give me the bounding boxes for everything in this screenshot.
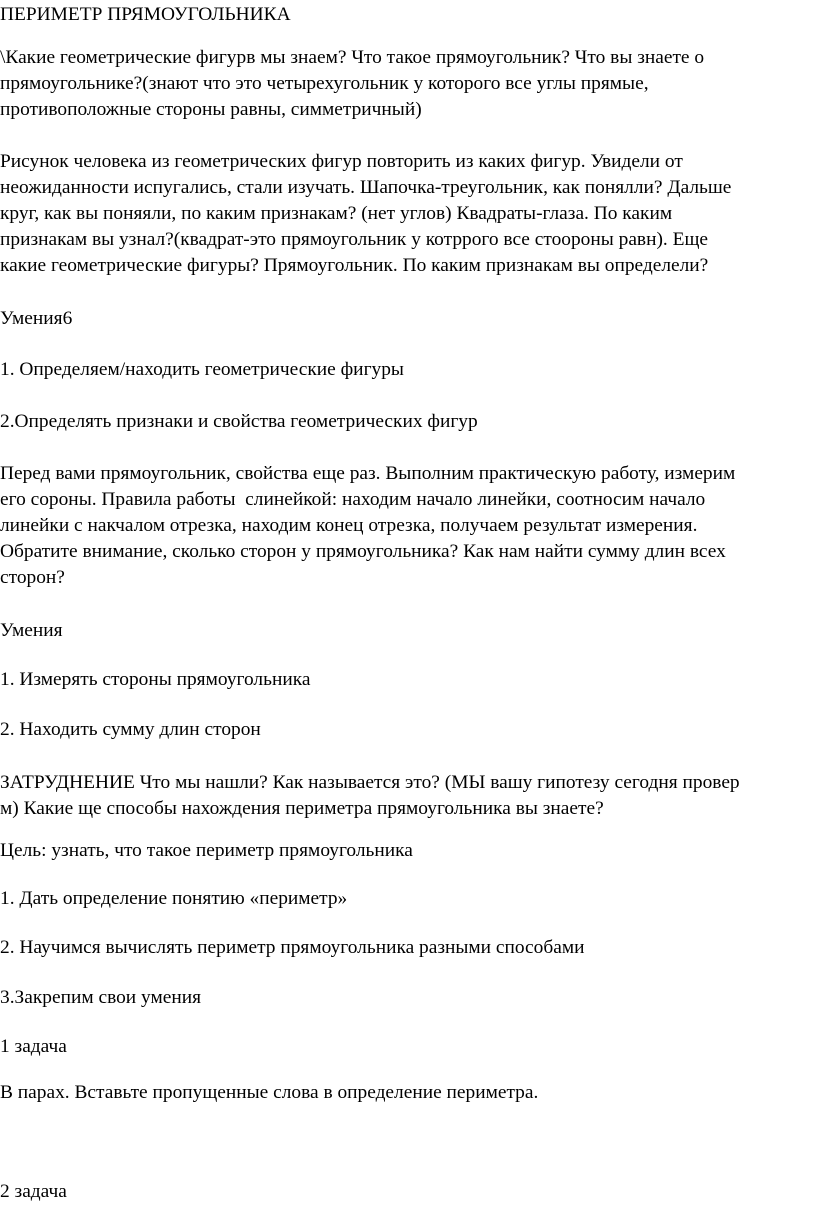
paragraph-line: прямоугольнике?(знают что это четырехугольник у которого все углы прямые, (0, 73, 649, 94)
goal-statement: Цель: узнать, что такое периметр прямоугольника (0, 840, 413, 861)
goal-item: 2. Научимся вычислять периметр прямоугольника разными способами (0, 937, 585, 958)
paragraph-line: Перед вами прямоугольник, свойства еще раз. Выполним практическую работу, измерим (0, 463, 736, 484)
paragraph-line: его сороны. Правила работы слинейкой: находим начало линейки, соотносим начало (0, 489, 706, 510)
task-2-heading: 2 задача (0, 1181, 67, 1202)
skill-item: 1. Измерять стороны прямоугольника (0, 669, 311, 690)
skills-heading-1: Умения6 (0, 308, 73, 329)
goal-item: 3.Закрепим свои умения (0, 987, 201, 1008)
document-title: ПЕРИМЕТР ПРЯМОУГОЛЬНИКА (0, 4, 291, 25)
paragraph-drawing (0, 149, 812, 279)
paragraph-line: \Какие геометрические фигурв мы знаем? Что такое прямоугольник? Что вы знаете о (0, 47, 705, 68)
paragraph-line: признакам вы узнал?(квадрат-это прямоугольник у котррого все стоороны равн). Еще (0, 229, 708, 250)
paragraph-line: неожиданности испугались, стали изучать. Шапочка-треугольник, как понялли? Дальше (0, 177, 732, 198)
task-1-heading: 1 задача (0, 1036, 67, 1057)
paragraph-intro (0, 45, 812, 123)
goal-item: 1. Дать определение понятию «периметр» (0, 888, 348, 909)
paragraph-practice (0, 461, 812, 591)
skill-item: 2. Находить сумму длин сторон (0, 719, 261, 740)
paragraph-line: круг, как вы поняяли, по каким признакам? (нет углов) Квадраты-глаза. По каким (0, 203, 673, 224)
paragraph-line: сторон? (0, 567, 65, 588)
paragraph-line: м) Какие ще способы нахождения периметра прямоугольника вы знаете? (0, 798, 604, 819)
paragraph-line: Рисунок человека из геометрических фигур повторить из каких фигур. Увидели от (0, 151, 683, 172)
paragraph-line: Обратите внимание, сколько сторон у прямоугольника? Как нам найти сумму длин всех (0, 541, 726, 562)
skill-item: 2.Определять признаки и свойства геометрических фигур (0, 411, 478, 432)
skills-heading-2: Умения (0, 620, 63, 641)
skill-item: 1. Определяем/находить геометрические фигуры (0, 359, 404, 380)
task-1-text: В парах. Вставьте пропущенные слова в определение периметра. (0, 1082, 539, 1103)
paragraph-line: линейки с накчалом отрезка, находим конец отрезка, получаем результат измерения. (0, 515, 698, 536)
paragraph-line: какие геометрические фигуры? Прямоугольник. По каким признакам вы определели? (0, 255, 709, 276)
paragraph-line: ЗАТРУДНЕНИЕ Что мы нашли? Как называется это? (МЫ вашу гипотезу сегодня провер (0, 772, 740, 793)
paragraph-difficulty (0, 770, 812, 822)
paragraph-line: противоположные стороны равны, симметричный) (0, 99, 422, 120)
